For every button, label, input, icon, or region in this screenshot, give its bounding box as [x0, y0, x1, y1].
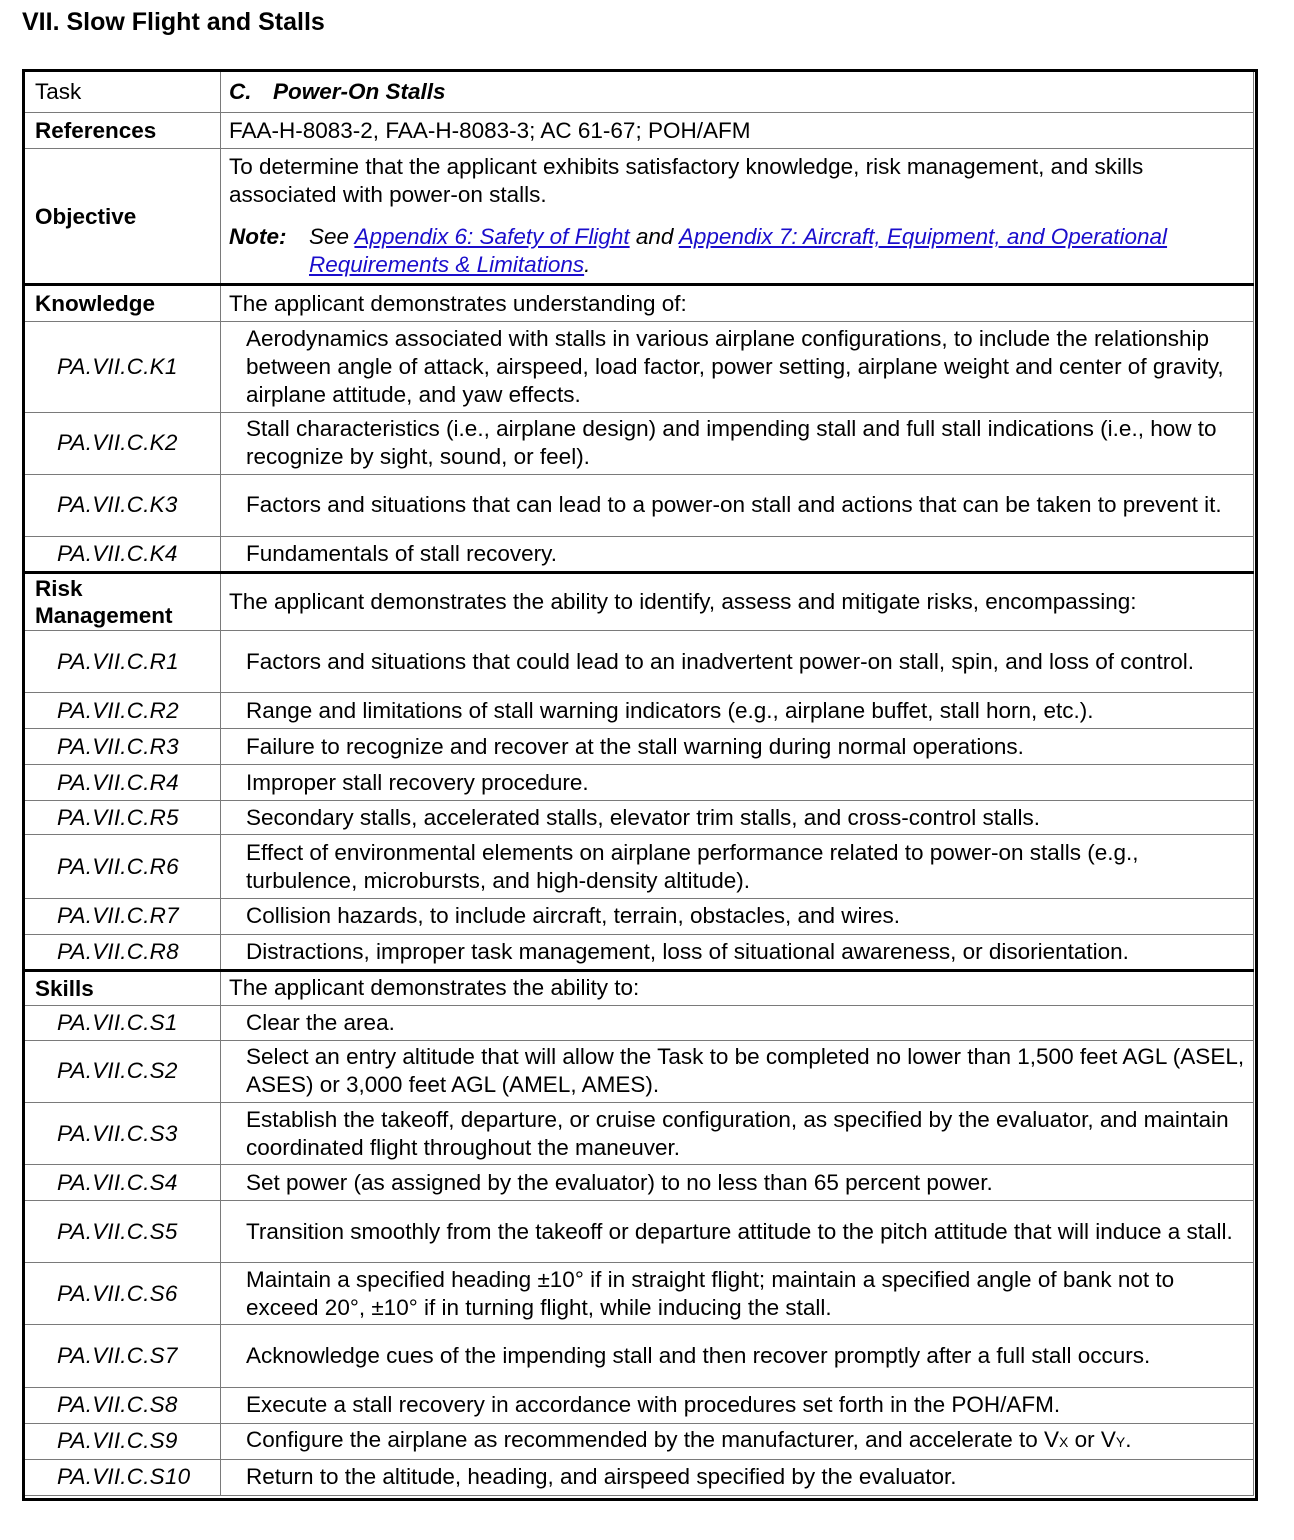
table-row [24, 1387, 1254, 1423]
section-title: VII. Slow Flight and Stalls [22, 8, 325, 36]
element-text [221, 1423, 1254, 1459]
table-row [24, 1005, 1254, 1040]
element-text: Secondary stalls, accelerated stalls, elevator trim stalls, and cross-control stalls. [221, 801, 1254, 835]
element-code: PA.VII.C.R1 [24, 631, 221, 693]
table-row [24, 1325, 1254, 1387]
element-text: Range and limitations of stall warning indicators (e.g., airplane buffet, stall horn, etc.). [221, 693, 1254, 729]
table-row [24, 934, 1254, 970]
element-text: Return to the altitude, heading, and airspeed specified by the evaluator. [221, 1459, 1254, 1495]
element-code: PA.VII.C.K2 [24, 412, 221, 474]
table-row [24, 631, 1254, 693]
table-row [24, 412, 1254, 474]
knowledge-label: Knowledge [24, 285, 221, 322]
element-code: PA.VII.C.S9 [24, 1423, 221, 1459]
s9-sub-x: X [1059, 1434, 1069, 1451]
table-row [24, 1102, 1254, 1164]
element-text: Collision hazards, to include aircraft, terrain, obstacles, and wires. [221, 898, 1254, 934]
element-text: Aerodynamics associated with stalls in various airplane configurations, to include the relationship between angle of attack, airspeed, load factor, power setting, airplane weight and center of gravity, airplane attitude, and yaw effects. [221, 322, 1254, 412]
table-row [24, 536, 1254, 572]
element-text: Select an entry altitude that will allow the Task to be completed no lower than 1,500 feet AGL (ASEL, ASES) or 3,000 feet AGL (AMEL, AMES). [221, 1040, 1254, 1102]
table-row [24, 1040, 1254, 1102]
s9-sub-y: Y [1115, 1434, 1126, 1451]
element-text: Clear the area. [221, 1005, 1254, 1040]
element-code: PA.VII.C.S10 [24, 1459, 221, 1495]
objective-note [229, 223, 1245, 279]
task-label: Task [24, 71, 221, 113]
element-code: PA.VII.C.S2 [24, 1040, 221, 1102]
element-text: Acknowledge cues of the impending stall and then recover promptly after a full stall occurs. [221, 1325, 1254, 1387]
objective-row [24, 149, 1254, 285]
element-text: Transition smoothly from the takeoff or departure attitude to the pitch attitude that will induce a stall. [221, 1201, 1254, 1263]
table-row [24, 1165, 1254, 1201]
note-and: and [629, 224, 679, 250]
element-code: PA.VII.C.S6 [24, 1263, 221, 1325]
element-text: Factors and situations that can lead to a power-on stall and actions that can be taken to prevent it. [221, 474, 1254, 536]
table-row [24, 801, 1254, 835]
element-code: PA.VII.C.S3 [24, 1102, 221, 1164]
task-title-cell [221, 71, 1254, 113]
element-text: Establish the takeoff, departure, or cruise configuration, as specified by the evaluator, and maintain coordinated flight throughout the maneuver. [221, 1102, 1254, 1164]
appendix-7-link[interactable]: Appendix 7: Aircraft, Equipment, and Operational Requirements & Limitations [309, 224, 1168, 278]
s9-v1: V [1043, 1427, 1059, 1453]
element-code: PA.VII.C.R4 [24, 765, 221, 801]
s9-text: Configure the airplane as recommended by the manufacturer, and accelerate to [246, 1427, 1044, 1453]
knowledge-intro: The applicant demonstrates understanding of: [221, 285, 1254, 322]
table-row [24, 693, 1254, 729]
references-text: FAA-H-8083-2, FAA-H-8083-3; AC 61-67; POH/AFM [221, 113, 1254, 149]
element-code: PA.VII.C.S8 [24, 1387, 221, 1423]
element-text: Execute a stall recovery in accordance with procedures set forth in the POH/AFM. [221, 1387, 1254, 1423]
task-letter: C. [229, 78, 252, 104]
table-row [24, 835, 1254, 898]
element-text: Fundamentals of stall recovery. [221, 536, 1254, 572]
element-text: Stall characteristics (i.e., airplane design) and impending stall and full stall indications (i.e., how to recognize by sight, sound, or feel). [221, 412, 1254, 474]
element-code: PA.VII.C.R8 [24, 934, 221, 970]
element-text: Improper stall recovery procedure. [221, 765, 1254, 801]
risk-label: Risk Management [24, 572, 221, 630]
objective-text: To determine that the applicant exhibits satisfactory knowledge, risk management, and skills associated with power-on stalls. [229, 154, 1144, 208]
element-code: PA.VII.C.K1 [24, 322, 221, 412]
risk-intro: The applicant demonstrates the ability to identify, assess and mitigate risks, encompassing: [221, 572, 1254, 630]
element-code: PA.VII.C.S7 [24, 1325, 221, 1387]
element-code: PA.VII.C.S1 [24, 1005, 221, 1040]
element-text: Distractions, improper task management, loss of situational awareness, or disorientation. [221, 934, 1254, 970]
element-text: Factors and situations that could lead to an inadvertent power-on stall, spin, and loss of control. [221, 631, 1254, 693]
knowledge-header-row [24, 285, 1254, 322]
table-row [24, 1201, 1254, 1263]
note-label: Note: [229, 224, 287, 250]
element-text: Set power (as assigned by the evaluator) to no less than 65 percent power. [221, 1165, 1254, 1201]
note-see: See [309, 224, 355, 250]
references-label: References [24, 113, 221, 149]
skills-intro: The applicant demonstrates the ability to: [221, 970, 1254, 1005]
s9-or: or [1068, 1427, 1101, 1453]
references-row [24, 113, 1254, 149]
note-end: . [584, 252, 591, 278]
table-row [24, 1263, 1254, 1325]
element-code: PA.VII.C.R7 [24, 898, 221, 934]
table-row [24, 322, 1254, 412]
appendix-6-link[interactable]: Appendix 6: Safety of Flight [354, 224, 630, 250]
s9-end: . [1125, 1427, 1132, 1453]
skills-label: Skills [24, 970, 221, 1005]
table-row [24, 765, 1254, 801]
element-text: Failure to recognize and recover at the stall warning during normal operations. [221, 729, 1254, 765]
objective-cell [221, 149, 1254, 285]
element-text: Maintain a specified heading ±10° if in straight flight; maintain a specified angle of bank not to exceed 20°, ±10° if in turning flight, while inducing the stall. [221, 1263, 1254, 1325]
risk-header-row [24, 572, 1254, 630]
task-name: Power-On Stalls [273, 78, 446, 104]
task-row [24, 71, 1254, 113]
s9-v2: V [1100, 1427, 1116, 1453]
table-row [24, 729, 1254, 765]
element-code: PA.VII.C.S4 [24, 1165, 221, 1201]
element-code: PA.VII.C.R6 [24, 835, 221, 898]
task-table [23, 70, 1254, 1496]
skills-header-row [24, 970, 1254, 1005]
element-code: PA.VII.C.S5 [24, 1201, 221, 1263]
table-row [24, 474, 1254, 536]
element-code: PA.VII.C.R2 [24, 693, 221, 729]
element-code: PA.VII.C.R3 [24, 729, 221, 765]
objective-label: Objective [24, 149, 221, 285]
element-code: PA.VII.C.R5 [24, 801, 221, 835]
element-code: PA.VII.C.K4 [24, 536, 221, 572]
table-row [24, 898, 1254, 934]
element-text: Effect of environmental elements on airplane performance related to power-on stalls (e.g., turbulence, microbursts, and high-density altitude). [221, 835, 1254, 898]
table-row [24, 1459, 1254, 1495]
element-code: PA.VII.C.K3 [24, 474, 221, 536]
table-row [24, 1423, 1254, 1459]
